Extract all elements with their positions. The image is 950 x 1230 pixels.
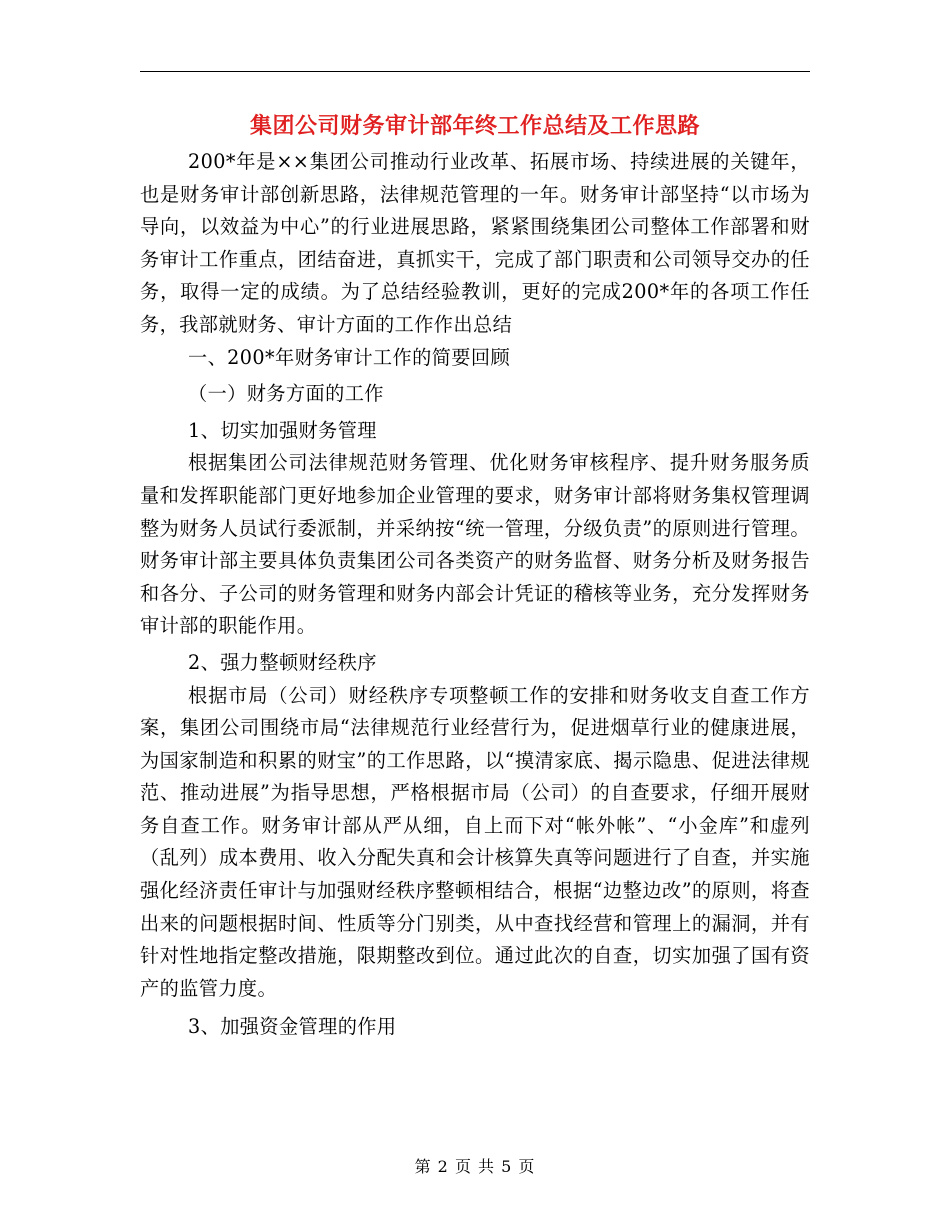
item-heading-3: 3、加强资金管理的作用: [188, 1015, 397, 1039]
header-rule: [140, 71, 810, 72]
subsection-heading-finance: （一）财务方面的工作: [188, 382, 384, 406]
item-heading-2: 2、强力整顿财经秩序: [188, 650, 377, 674]
document-body: [140, 146, 810, 1044]
item-paragraph-2: 根据市局（公司）财经秩序专项整顿工作的安排和财务收支自查工作方案，集团公司围绕市局“法律规范行业经营行为，促进烟草行业的健康进展，为国家制造和积累的财宝”的工作思路，以“摸清家底、揭示隐患、促进法律规范、推动进展”为指导思想，严格根据市局（公司）的自查要求，仔细开展财务自查工作。财务审计部从严从细，自上而下对“帐外帐”、“小金库”和虚列（乱列）成本费用、收入分配失真和会计核算失真等问题进行了自查，并实施强化经济责任审计与加强财经秩序整顿相结合，根据“边整边改”的原则，将查出来的问题根据时间、性质等分门别类，从中查找经营和管理上的漏洞，并有针对性地指定整改措施，限期整改到位。通过此次的自查，切实加强了国有资产的监管力度。: [140, 683, 810, 1000]
page-footer: 第 2 页 共 5 页: [414, 1157, 536, 1176]
intro-paragraph: 200*年是××集团公司推动行业改革、拓展市场、持续进展的关键年，也是财务审计部创新思路，法律规范管理的一年。财务审计部坚持“以市场为导向，以效益为中心”的行业进展思路，紧紧围绕集团公司整体工作部署和财务审计工作重点，团结奋进，真抓实干，完成了部门职责和公司领导交办的任务，取得一定的成绩。为了总结经验教训，更好的完成200*年的各项工作任务，我部就财务、审计方面的工作作出总结: [140, 150, 810, 336]
item-heading-1: 1、切实加强财务管理: [188, 418, 377, 442]
document-title: 集团公司财务审计部年终工作总结及工作思路: [249, 113, 700, 139]
item-paragraph-1: 根据集团公司法律规范财务管理、优化财务审核程序、提升财务服务质量和发挥职能部门更好地参加企业管理的要求，财务审计部将财务集权管理调整为财务人员试行委派制，并采纳按“统一管理，分级负责”的原则进行管理。财务审计部主要具体负责集团公司各类资产的财务监督、财务分析及财务报告和各分、子公司的财务管理和财务内部会计凭证的稽核等业务，充分发挥财务审计部的职能作用。: [140, 451, 810, 638]
section-heading-review: 一、200*年财务审计工作的简要回顾: [188, 345, 511, 369]
